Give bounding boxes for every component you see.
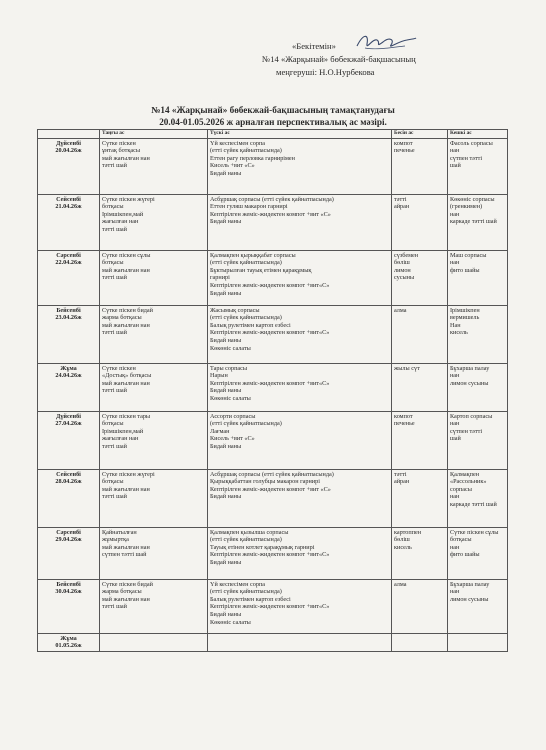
header-dinner: Кешкі ас — [448, 130, 508, 139]
dinner-cell — [448, 305, 508, 363]
lunch-item: Кисель +вит «С» — [210, 435, 255, 443]
lunch-cell — [208, 469, 392, 527]
day-cell — [38, 633, 100, 651]
menu-title: №14 «Жарқынай» бөбекжай-бақшасының тамақтанудағы — [151, 105, 395, 115]
lunch-item: Бидай наны — [210, 610, 242, 618]
lunch-item: Кисель +вит «С» — [210, 162, 255, 170]
dinner-item: шай — [450, 435, 461, 443]
lunch-cell — [208, 579, 392, 633]
lunch-cell — [208, 138, 392, 194]
day-date: 27.04.26ж — [55, 420, 82, 428]
lunch-item: Бидай наны — [210, 442, 242, 450]
lunch-cell — [208, 411, 392, 469]
breakfast-item: Сүтке піскен сұлы — [102, 251, 151, 259]
snack-item: сусыны — [394, 274, 415, 282]
lunch-item: Кептірілген жеміс-жидектен компот +вит «С» — [210, 210, 331, 218]
day-date: 23.04.26ж — [55, 314, 82, 322]
lunch-item: Бидай наны — [210, 218, 242, 226]
breakfast-item: ботқасы — [102, 478, 124, 486]
lunch-cell — [208, 305, 392, 363]
dinner-item: нан — [450, 493, 460, 501]
breakfast-item: тәтті шай — [102, 274, 127, 282]
approval-head-name: меңгеруші: Н.О.Нурбекова — [276, 67, 375, 77]
snack-item: компот — [394, 139, 413, 147]
breakfast-item: тәтті шай — [102, 442, 127, 450]
day-cell — [38, 250, 100, 305]
dinner-item: кисель — [450, 329, 468, 337]
dinner-item: нан — [450, 259, 460, 267]
header-day — [38, 130, 100, 139]
menu-subtitle: 20.04-01.05.2026 ж арналған перспективалық ас мәзірі. — [159, 117, 387, 127]
lunch-item: Бидай наны — [210, 289, 242, 297]
lunch-item: Нарын — [210, 372, 228, 380]
snack-item: картоппен — [394, 528, 422, 536]
table-row — [38, 138, 508, 194]
dinner-item: «Рассольник» — [450, 478, 487, 486]
snack-item: айран — [394, 203, 410, 211]
dinner-item: каркаде тәтті шай — [450, 500, 497, 508]
day-name: Дүйсенбі — [56, 139, 81, 147]
breakfast-item: тәтті шай — [102, 493, 127, 501]
dinner-item: шай — [450, 162, 461, 170]
snack-cell — [392, 194, 448, 250]
snack-cell — [392, 363, 448, 411]
dinner-item: фито шайы — [450, 551, 480, 559]
dinner-item: нан — [450, 210, 460, 218]
breakfast-cell — [100, 527, 208, 579]
lunch-item: Еттен рагу перловка гарнирімен — [210, 154, 295, 162]
lunch-item: Көкөніс салаты — [210, 618, 251, 626]
day-name: Дүйсенбі — [56, 412, 81, 420]
day-name: Бейсенбі — [56, 580, 81, 588]
snack-item: сүзбемен — [394, 251, 419, 259]
breakfast-item: Қайнатылған — [102, 528, 137, 536]
snack-cell — [392, 138, 448, 194]
dinner-item: лимон сусыны — [450, 379, 489, 387]
lunch-item: Кептірілген жеміс-жидектен компот +вит«С» — [210, 551, 330, 559]
day-cell — [38, 194, 100, 250]
breakfast-item: Сүтке піскен тары — [102, 412, 151, 420]
breakfast-item: Сүтке піскен бидай — [102, 580, 153, 588]
header-breakfast: Таңғы ас — [100, 130, 208, 139]
day-name: Сейсенбі — [56, 470, 81, 478]
breakfast-item: тәтті шай — [102, 225, 127, 233]
breakfast-item: сүтпен тәтті шай — [102, 551, 147, 559]
dinner-cell — [448, 138, 508, 194]
snack-item: печенье — [394, 147, 415, 155]
breakfast-item: ботқасы — [102, 259, 124, 267]
dinner-item: лимон сусыны — [450, 595, 489, 603]
dinner-item: Бұхарша палау — [450, 364, 490, 372]
day-name: Сейсенбі — [56, 195, 81, 203]
handwritten-signature — [355, 30, 417, 54]
snack-item: тәтті — [394, 470, 407, 478]
breakfast-cell — [100, 305, 208, 363]
dinner-item: нан — [450, 147, 460, 155]
lunch-item: Бұктырылған тауық етімен қарақұмық — [210, 266, 312, 274]
breakfast-item: тәтті шай — [102, 387, 127, 395]
lunch-item: Кептірілген жеміс-жидектен компот +вит«С» — [210, 329, 330, 337]
lunch-cell — [208, 363, 392, 411]
lunch-item: (етті сүйек қайнатпасында) — [210, 314, 282, 322]
dinner-item: Нан — [450, 321, 461, 329]
breakfast-item: май жағылған нан — [102, 321, 150, 329]
breakfast-item: жағылған нан — [102, 218, 139, 226]
day-date: 30.04.26ж — [55, 588, 82, 596]
breakfast-item: Ірімшікпен,май — [102, 427, 144, 435]
breakfast-cell — [100, 194, 208, 250]
day-date: 24.04.26ж — [55, 372, 82, 380]
header-lunch: Түскі ас — [208, 130, 392, 139]
lunch-item: Кептірілген жеміс-жидектен компот +вит«С» — [210, 379, 330, 387]
lunch-item: Тары сорпасы — [210, 364, 248, 372]
lunch-item: Балық рулетімен картоп езбесі — [210, 595, 291, 603]
breakfast-item: Сүтке піскен — [102, 139, 136, 147]
dinner-item: (гренкимен) — [450, 203, 483, 211]
breakfast-cell — [100, 633, 208, 651]
snack-cell — [392, 250, 448, 305]
lunch-cell — [208, 527, 392, 579]
dinner-item: ботқасы — [450, 536, 472, 544]
table-row — [38, 250, 508, 305]
breakfast-cell — [100, 250, 208, 305]
snack-item: печенье — [394, 420, 415, 428]
day-name: Жұма — [60, 634, 77, 642]
dinner-cell — [448, 250, 508, 305]
dinner-cell — [448, 363, 508, 411]
approval-heading: «Бекітемін» — [292, 41, 336, 51]
lunch-item: Көкөніс салаты — [210, 394, 251, 402]
snack-item: бөліш — [394, 259, 410, 267]
breakfast-item: тәтті шай — [102, 162, 127, 170]
lunch-item: Кептірілген жеміс-жидектен компот +вит «С» — [210, 485, 331, 493]
dinner-item: фито шайы — [450, 266, 480, 274]
dinner-item: Маш сорпасы — [450, 251, 487, 259]
snack-item: кисель — [394, 543, 412, 551]
snack-item: компот — [394, 412, 413, 420]
day-cell — [38, 305, 100, 363]
lunch-item: Қырыққабаттан голубцы макарон гарнирі — [210, 478, 320, 486]
snack-cell — [392, 527, 448, 579]
dinner-cell — [448, 579, 508, 633]
dinner-item: Бұхарша палау — [450, 580, 490, 588]
snack-cell — [392, 469, 448, 527]
breakfast-item: Сүтке піскен жүгері — [102, 195, 155, 203]
lunch-item: Қалмақпен қызылша сорпасы — [210, 528, 289, 536]
lunch-item: Бидай наны — [210, 493, 242, 501]
lunch-item: Бидай наны — [210, 336, 242, 344]
day-cell — [38, 138, 100, 194]
lunch-cell — [208, 250, 392, 305]
breakfast-item: май жағылған нан — [102, 485, 150, 493]
snack-item: жылы сүт — [394, 364, 420, 372]
snack-cell — [392, 305, 448, 363]
snack-item: алма — [394, 306, 407, 314]
snack-cell — [392, 579, 448, 633]
breakfast-item: Сүтке піскен жүгері — [102, 470, 155, 478]
breakfast-item: «Достық» ботқасы — [102, 372, 152, 380]
table-row — [38, 579, 508, 633]
breakfast-item: май жағылған нан — [102, 595, 150, 603]
snack-item: айран — [394, 478, 410, 486]
breakfast-item: тәтті шай — [102, 603, 127, 611]
breakfast-item: май жағылған нан — [102, 266, 150, 274]
lunch-cell — [208, 633, 392, 651]
lunch-item: Көкөніс салаты — [210, 344, 251, 352]
breakfast-item: жарма ботқасы — [102, 314, 142, 322]
breakfast-item: ботқасы — [102, 203, 124, 211]
lunch-item: Асбұршақ сорпасы (етті сүйек қайнатпасында) — [210, 470, 334, 478]
dinner-item: нан — [450, 372, 460, 380]
dinner-cell — [448, 194, 508, 250]
lunch-item: Лағман — [210, 427, 230, 435]
lunch-item: Үй кеспесімен сорпа — [210, 580, 266, 588]
lunch-item: Кептірілген жеміс-жидектен компот +вит«С» — [210, 603, 330, 611]
table-row — [38, 305, 508, 363]
breakfast-item: ботқасы — [102, 420, 124, 428]
breakfast-item: жарма ботқасы — [102, 588, 142, 596]
breakfast-cell — [100, 579, 208, 633]
lunch-cell — [208, 194, 392, 250]
dinner-item: Сүтке піскен сұлы — [450, 528, 499, 536]
table-row — [38, 633, 508, 651]
lunch-item: гарнирі — [210, 274, 230, 282]
breakfast-item: Ірімшікпен,май — [102, 210, 144, 218]
dinner-item: нан — [450, 543, 460, 551]
dinner-item: сүтпен тәтті — [450, 154, 483, 162]
lunch-item: Үй кеспесімен сорпа — [210, 139, 266, 147]
dinner-cell — [448, 633, 508, 651]
breakfast-cell — [100, 411, 208, 469]
lunch-item: (етті сүйек қайнатпасында) — [210, 420, 282, 428]
dinner-item: вермишель — [450, 314, 480, 322]
snack-item: лимон — [394, 266, 411, 274]
breakfast-item: Сүтке піскен бидай — [102, 306, 153, 314]
snack-item: тәтті — [394, 195, 407, 203]
dinner-item: Ірімшікпен — [450, 306, 480, 314]
lunch-item: Қалмақпен қырыққабат сорпасы — [210, 251, 296, 259]
day-date: 28.04.26ж — [55, 478, 82, 486]
dinner-item: Қалмақпен — [450, 470, 480, 478]
breakfast-item: Сүтке піскен — [102, 364, 136, 372]
day-cell — [38, 469, 100, 527]
lunch-item: (етті сүйек қайнатпасында) — [210, 259, 282, 267]
breakfast-item: май жағылған нан — [102, 543, 150, 551]
lunch-item: Асбұршақ сорпасы (етті сүйек қайнатпасында) — [210, 195, 334, 203]
lunch-item: Кептірілген жеміс-жидектен компот +вит«С» — [210, 281, 330, 289]
day-name: Жұма — [60, 364, 77, 372]
table-row — [38, 469, 508, 527]
breakfast-cell — [100, 363, 208, 411]
dinner-item: сорпасы — [450, 485, 472, 493]
dinner-item: сүтпен тәтті — [450, 427, 483, 435]
day-date: 20.04.26ж — [55, 147, 82, 155]
breakfast-item: май жағылған нан — [102, 154, 150, 162]
dinner-item: каркаде тәтті шай — [450, 218, 497, 226]
table-row — [38, 194, 508, 250]
lunch-item: Тауық етінен котлет қарақұмық гарнирі — [210, 543, 315, 551]
table-header-row — [38, 130, 508, 139]
dinner-item: нан — [450, 420, 460, 428]
lunch-item: (етті сүйек қайнатпасында) — [210, 147, 282, 155]
lunch-item: Ассорти сорпасы — [210, 412, 256, 420]
breakfast-item: май жағылған нан — [102, 379, 150, 387]
lunch-item: Жасымық сорпасы — [210, 306, 260, 314]
day-date: 01.05.26ж — [55, 642, 82, 650]
lunch-item: (етті сүйек қайнатпасында) — [210, 588, 282, 596]
lunch-item: Бидай наны — [210, 558, 242, 566]
dinner-item: Фасоль сорпасы — [450, 139, 493, 147]
breakfast-cell — [100, 469, 208, 527]
day-date: 21.04.26ж — [55, 203, 82, 211]
dinner-cell — [448, 527, 508, 579]
dinner-cell — [448, 469, 508, 527]
table-row — [38, 411, 508, 469]
day-date: 22.04.26ж — [55, 259, 82, 267]
dinner-item: Көкөніс сорпасы — [450, 195, 495, 203]
table-row — [38, 527, 508, 579]
lunch-item: Балық рулетімен картоп езбесі — [210, 321, 291, 329]
lunch-item: Бидай наны — [210, 169, 242, 177]
breakfast-item: жағылған нан — [102, 435, 139, 443]
menu-table — [37, 129, 508, 652]
breakfast-item: ұнтақ ботқасы — [102, 147, 141, 155]
breakfast-item: тәтті шай — [102, 329, 127, 337]
day-name: Бейсенбі — [56, 306, 81, 314]
snack-item: бөліш — [394, 536, 410, 544]
snack-cell — [392, 633, 448, 651]
day-cell — [38, 363, 100, 411]
day-cell — [38, 527, 100, 579]
day-cell — [38, 579, 100, 633]
dinner-cell — [448, 411, 508, 469]
table-row — [38, 363, 508, 411]
breakfast-cell — [100, 138, 208, 194]
lunch-item: Еттен гуляш макарон гарнирі — [210, 203, 288, 211]
snack-item: алма — [394, 580, 407, 588]
day-date: 29.04.26ж — [55, 536, 82, 544]
day-name: Сәрсенбі — [56, 528, 81, 536]
snack-cell — [392, 411, 448, 469]
header-snack: Бесін ас — [392, 130, 448, 139]
dinner-item: Картоп сорпасы — [450, 412, 493, 420]
day-name: Сәрсенбі — [56, 251, 81, 259]
dinner-item: нан — [450, 588, 460, 596]
breakfast-item: жұмыртқа — [102, 536, 129, 544]
lunch-item: (етті сүйек қайнатпасында) — [210, 536, 282, 544]
day-cell — [38, 411, 100, 469]
lunch-item: Бидай наны — [210, 387, 242, 395]
approval-institution: №14 «Жарқынай» бөбекжай-бақшасының — [262, 54, 416, 64]
